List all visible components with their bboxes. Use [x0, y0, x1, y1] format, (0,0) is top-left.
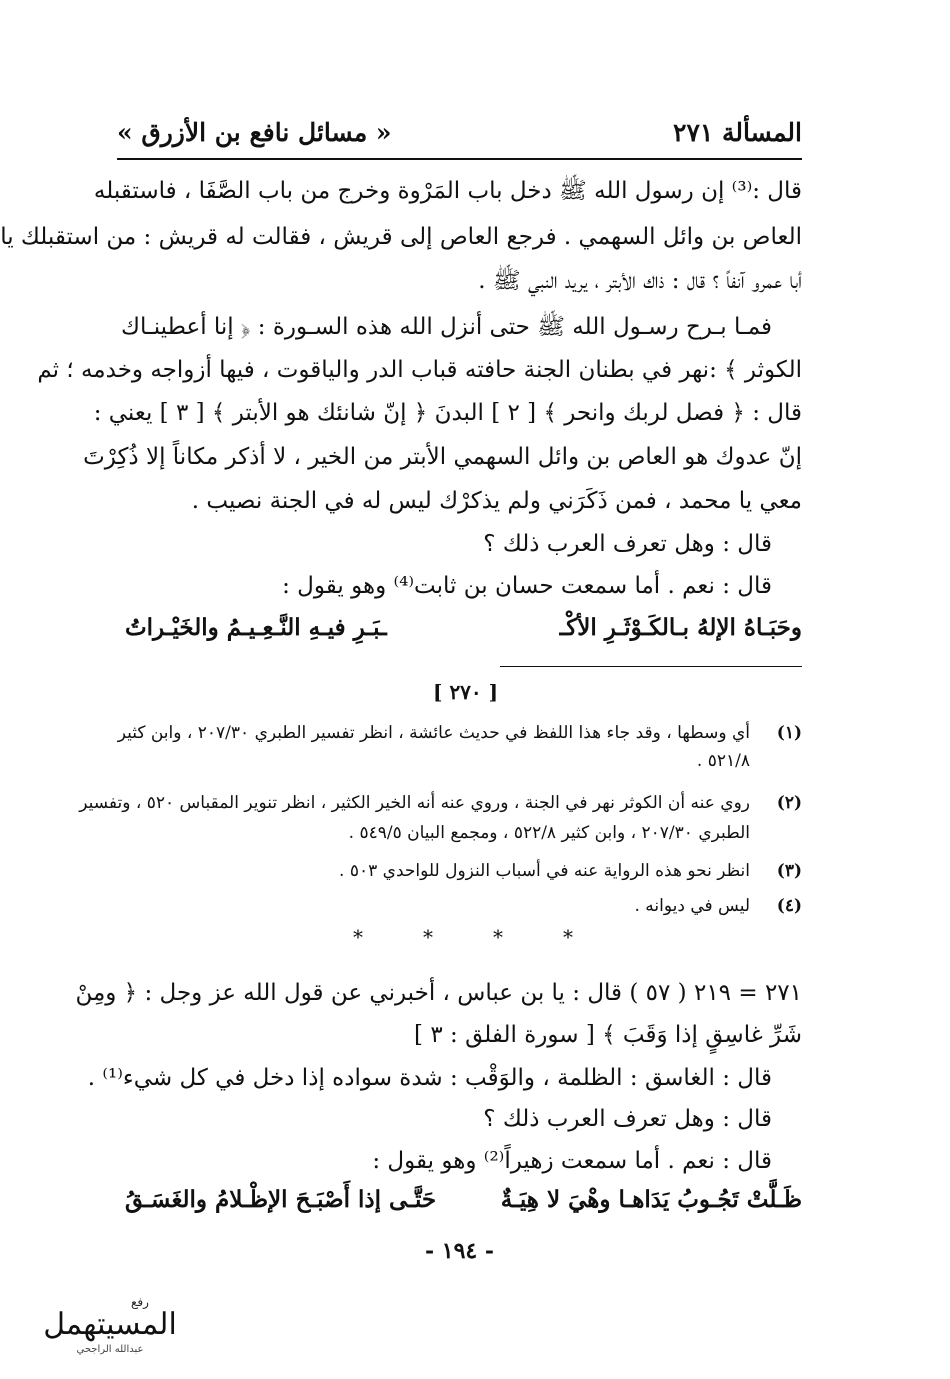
stamp-main-word: المسيتهمل: [43, 1307, 177, 1342]
footnote-text: روي عنه أن الكوثر نهر في الجنة ، وروي عنه أنه الخير الكثير ، انظر تنوير المقباس ٥٢٠ ، وتفسير: [79, 793, 750, 813]
body-line: ٢٧١ = ٢١٩ ( ٥٧ ) قال : يا بن عباس ، أخبرني عن قول الله عز وجل : ﴿ ومِنْ: [75, 980, 802, 1006]
library-stamp-logo: [35, 1290, 185, 1360]
verse-first-hemistich: وحَبَـاهُ الإلهُ بـالكَـوْثَـرِ الأكْـ: [559, 614, 802, 641]
body-line: قال : وهل تعرف العرب ذلك ؟: [483, 531, 772, 557]
body-line: قال : نعم . أما سمعت حسان بن ثابت⁽⁴⁾ وهو يقول :: [282, 573, 772, 599]
body-line: الكوثر ﴾ :نهر في بطنان الجنة حافته قباب الدر والياقوت ، فيها أزواجه وخدمه ؛ ثم: [37, 357, 802, 383]
body-line: قال : وهل تعرف العرب ذلك ؟: [483, 1106, 772, 1132]
footnote-text: انظر نحو هذه الرواية عنه في أسباب النزول للواحدي ٥٠٣ .: [339, 861, 750, 881]
verse-second-hemistich: حَتَّـى إذا أَصْبَـحَ الإظْـلامُ والغَسَـقُ: [125, 1186, 437, 1213]
header-issue-number: المسألة ٢٧١: [673, 118, 802, 147]
body-line: فمـا بـرح رسـول الله ﷺ حتى أنزل الله هذه السـورة : ﴿ إنا أعطينـاك: [121, 314, 772, 340]
header-book-title: « مسائل نافع بن الأزرق »: [117, 118, 392, 147]
footnote-1: [117, 720, 802, 774]
header-rule: [117, 158, 802, 160]
stamp-top-word: رفع: [131, 1295, 149, 1309]
verse-second-hemistich: ـبَـرِ فيـهِ النَّـعِـيـمُ والخَيْـراتُ: [125, 614, 387, 641]
footnote-rule: [500, 666, 802, 667]
page-number: - ١٩٤ -: [425, 1238, 495, 1264]
separator-star: *: [423, 925, 433, 949]
footnote-number: (٢): [776, 793, 802, 813]
footnote-3: [125, 858, 802, 884]
body-line: قال : الغاسق : الظلمة ، والوَقْب : شدة سواده إذا دخل في كل شيء⁽¹⁾ .: [87, 1065, 772, 1091]
body-line: إنّ عدوك هو العاص بن وائل السهمي الأبتر من الخير ، لا أذكر مكاناً إلا ذُكِرْتَ: [83, 444, 802, 470]
verse-first-hemistich: ظَـلَّتْ تَجُـوبُ يَدَاهـا وهْيَ لا هِيَـةٌ: [500, 1186, 802, 1213]
footnote-4: [125, 893, 802, 919]
stamp-sub-word: عبدالله الراجحي: [76, 1344, 144, 1355]
body-line: شَرِّ غاسِقٍ إذا وَقَبَ ﴾ [ سورة الفلق : ٣ ]: [414, 1022, 802, 1048]
body-line: العاص بن وائل السهمي . فرجع العاص إلى قريش ، فقالت له قريش : من استقبلك يا: [0, 224, 802, 250]
footnote-number: (٣): [776, 861, 802, 881]
poem-verse: [125, 1186, 802, 1220]
footnote-text: ليس في ديوانه .: [634, 896, 750, 916]
separator-star: *: [563, 925, 573, 949]
running-header: [117, 118, 802, 158]
footnote-number: (١): [776, 723, 802, 743]
footnote-number: (٤): [776, 896, 802, 916]
body-line: قال : نعم . أما سمعت زهيراً⁽²⁾ وهو يقول :: [372, 1148, 772, 1174]
body-line: قال : ﴿ فصل لربك وانحر ﴾ [ ٢ ] البدنَ ﴿ إنّ شانئك هو الأبتر ﴾ [ ٣ ] يعني :: [93, 400, 802, 426]
footnote-text: أي وسطها ، وقد جاء هذا اللفظ في حديث عائشة ، انظر تفسير الطبري ٢٠٧/٣٠ ، وابن كثير: [117, 723, 750, 743]
separator-star: *: [353, 925, 363, 949]
separator-star: *: [493, 925, 503, 949]
page-marker: [ ٢٧٠ ]: [433, 680, 499, 704]
body-line: قال :⁽³⁾ إن رسول الله ﷺ دخل باب المَرْوة وخرج من باب الصَّفَا ، فاستقبله: [93, 178, 802, 204]
poem-verse: [125, 614, 802, 648]
section-separator: [325, 925, 625, 949]
footnote-text: ٥٢١/٨ .: [696, 751, 750, 771]
footnote-2: [79, 790, 802, 844]
body-line: معي يا محمد ، فمن ذَكَرَني ولم يذكرْك ليس له في الجنة نصيب .: [191, 488, 802, 514]
footnote-text: الطبري ٢٠٧/٣٠ ، وابن كثير ٥٢٢/٨ ، ومجمع البيان ٥٤٩/٥ .: [348, 823, 750, 843]
body-line: أبا عمرو آنفاً ؟ قال : ذاك الأبتر ، يريد النبي ﷺ .: [478, 268, 802, 294]
